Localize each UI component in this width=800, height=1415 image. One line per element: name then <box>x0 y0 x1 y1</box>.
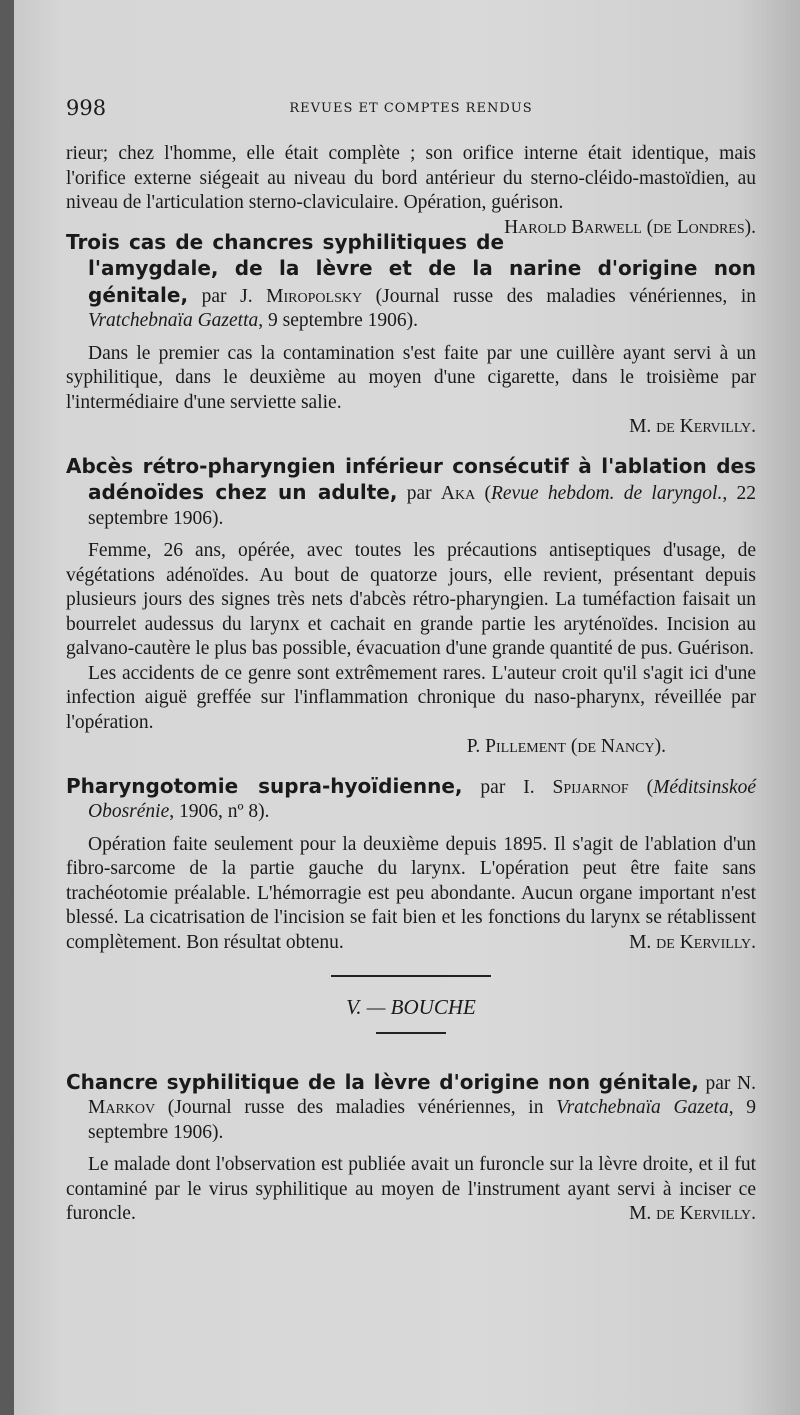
author: J. Miropolsky <box>240 285 363 307</box>
author: N. Markov <box>88 1072 757 1118</box>
article-3 <box>66 774 756 956</box>
journal: Méditsinskoé Obosrénie <box>88 776 756 822</box>
article-2 <box>66 454 756 760</box>
signature: Harold Barwell (de Londres). <box>504 216 756 238</box>
running-title: REVUES ET COMPTES RENDUS <box>289 101 533 116</box>
article-paragraph: Opération faite seulement pour la deuxième depuis 1895. Il s'agit de l'ablation d'un fibro-sarcome de la partie gauche du larynx. L'opération peut être faite sans trachéotomie préalable. L'hémorragie est peu abondante. Aucun organe important n'est blessé. La cicatrisation de l'incision se fait bien et les fonctions du larynx se rétablissent complètement. Bon résultat obtenu. M. de Kervilly. <box>66 833 756 956</box>
text-column <box>66 142 756 1227</box>
article-heading: Trois cas de chancres syphilitiques de l'amygdale, de la lèvre et de la narine d'origine non génitale, par J. Miropolsky (Journal russe des maladies vénériennes, in Vratchebnaïa Gazetta, 9 septembre 1906). <box>66 229 756 331</box>
continued-paragraph: rieur; chez l'homme, elle était complète ; son orifice interne était identique, mais l'orifice externe siégeait au niveau du bord antérieur du sterno-cléido-mastoïdien, au niveau de l'articulation sterno-claviculaire. Opération, guérison. Harold Barwell (de Londres). <box>66 142 756 216</box>
article-paragraph: Les accidents de ce genre sont extrêmement rares. L'auteur croit qu'il s'agit ici d'une infection aiguë greffée sur l'inflammation chronique du naso-pharynx, réveillée par l'opération. <box>66 662 756 733</box>
section-divider <box>331 975 491 977</box>
signature: M. de Kervilly. <box>629 931 756 953</box>
article-heading: Chancre syphilitique de la lèvre d'origine non génitale, par N. Markov (Journal russe des maladies vénériennes, in Vratchebnaïa Gazeta, 9 septembre 1906). <box>66 1069 757 1143</box>
signature: M. de Kervilly. <box>629 416 756 437</box>
section-divider-short <box>376 1032 446 1034</box>
article-title: Pharyngotomie supra-hyoïdienne, <box>66 773 463 798</box>
book-page <box>14 0 800 1415</box>
author: I. Spijarnof <box>523 776 629 798</box>
signature: P. Pillement (de Nancy). <box>466 736 666 757</box>
article-4 <box>66 1070 756 1227</box>
article-heading: Pharyngotomie supra-hyoïdienne, par I. Spijarnof (Méditsinskoé Obosrénie, 1906, nº 8). <box>66 773 756 822</box>
running-header <box>66 96 756 122</box>
section-title: V. — BOUCHE <box>346 995 476 1019</box>
journal: Vratchebnaïa Gazetta <box>88 310 259 331</box>
article-title: Trois cas de chancres syphilitiques de l'amygdale, de la lèvre et de la narine d'origine non génitale, <box>66 229 756 307</box>
article-paragraph: Dans le premier cas la contamination s'est faite par une cuillère ayant servi à un syphilitique, dans le deuxième au moyen d'une cigarette, dans le troisième par l'intermédiaire d'une serviette salie. <box>66 342 756 413</box>
article-heading: Abcès rétro-pharyngien inférieur consécutif à l'ablation des adénoïdes chez un adulte, par Aka (Revue hebdom. de laryngol., 22 septembre 1906). <box>66 453 756 529</box>
article-1 <box>66 230 756 440</box>
article-title: Abcès rétro-pharyngien inférieur consécutif à l'ablation des adénoïdes chez un adulte, <box>66 453 756 504</box>
journal: Revue hebdom. de laryngol. <box>490 483 723 504</box>
journal: Vratchebnaïa Gazeta <box>556 1097 729 1118</box>
signature: M. de Kervilly. <box>629 1203 756 1224</box>
page-number: 998 <box>66 96 107 120</box>
article-paragraph: Femme, 26 ans, opérée, avec toutes les précautions antiseptiques d'usage, de végétations adénoïdes. Au bout de quatorze jours, elle revient, présentant depuis plusieurs jours des signes très nets d'abcès rétro-pharyngien. La tuméfaction faisait un bourrelet audessus du larynx et cachait en grande partie les aryténoïdes. Incision au galvano-cautère le plus bas possible, évacuation d'une grande quantité de pus. Guérison. <box>66 540 756 659</box>
article-paragraph: Le malade dont l'observation est publiée avait un furoncle sur la lèvre droite, et il fut contaminé par le virus syphilitique au moyen de l'instrument ayant servi à inciser ce furoncle. M. de Kervilly. <box>66 1153 756 1227</box>
article-title: Chancre syphilitique de la lèvre d'origine non génitale, <box>66 1069 699 1094</box>
author: Aka <box>440 483 476 504</box>
